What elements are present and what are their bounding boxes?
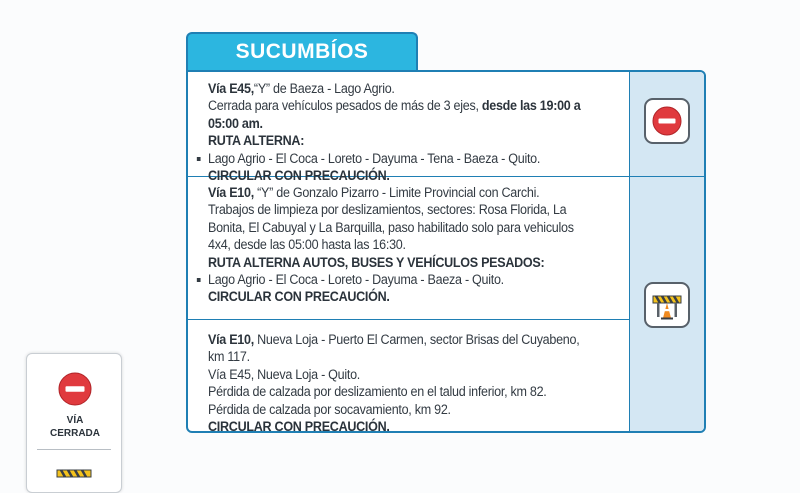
road-entry-1-alt-heading xyxy=(208,132,599,149)
road-entry-2-alt-heading-text: RUTA ALTERNA AUTOS, BUSES Y VEHÍCULOS PESADOS: xyxy=(208,254,545,270)
road-entry-3-line-2: Vía E45, Nueva Loja - Quito. xyxy=(208,366,361,382)
road-entry-2-text xyxy=(208,184,599,306)
road-entry-1-segment: “Y” de Baeza - Lago Agrio. xyxy=(253,81,395,96)
road-entry-1 xyxy=(188,72,629,184)
road-entry-1-caution-text: CIRCULAR CON PRECAUCIÓN. xyxy=(208,168,390,184)
road-works-barrier-icon xyxy=(651,289,683,321)
road-works-icon-box xyxy=(644,282,690,328)
legend-road-works-icon xyxy=(55,464,93,492)
road-entry-2-alt-heading xyxy=(208,254,599,271)
road-entry-1-detail-text: Cerrada para vehículos pesados de más de 3 ejes, xyxy=(208,98,482,114)
legend-no-entry-icon xyxy=(58,372,92,406)
road-entry-1-text xyxy=(208,80,599,184)
road-entry-3-caution xyxy=(208,418,599,433)
province-title-tab xyxy=(186,32,418,70)
road-entry-1-detail xyxy=(208,97,599,132)
road-entry-3-caution-text: CIRCULAR CON PRECAUCIÓN. xyxy=(208,419,390,433)
road-status-card xyxy=(186,70,706,433)
road-entry-3-road-line xyxy=(208,331,599,366)
road-entry-3-line-4: Pérdida de calzada por socavamiento, km 92. xyxy=(208,401,451,417)
road-entry-2-road-line xyxy=(208,184,599,201)
road-entry-3-road: Vía E10, xyxy=(208,332,254,347)
road-entry-3-segment: Nueva Loja - Puerto El Carmen, sector Brisas del Cuyabeno, km 117. xyxy=(208,332,580,365)
road-entry-3-text xyxy=(208,331,599,433)
road-entry-2-alt-route: Lago Agrio - El Coca - Loreto - Dayuma - Baeza - Quito. xyxy=(208,271,599,288)
road-entry-1-road: Vía E45, xyxy=(208,81,254,96)
legend-closed-label: VÍA CERRADA xyxy=(50,415,100,439)
road-entry-2-caution xyxy=(208,288,599,305)
closed-road-icon-box xyxy=(644,98,690,144)
road-entry-3-line-3: Pérdida de calzada por deslizamiento en el talud inferior, km 82. xyxy=(208,384,547,400)
road-entry-2 xyxy=(188,176,629,320)
no-entry-icon xyxy=(652,106,682,136)
road-entry-3 xyxy=(188,319,629,433)
road-entry-2-road: Vía E10, xyxy=(208,185,254,200)
road-entry-1-alt-heading-text: RUTA ALTERNA: xyxy=(208,133,305,149)
road-entry-1-detail-hours: desde las 19:00 a 05:00 am. xyxy=(208,98,581,131)
province-title: SUCUMBÍOS xyxy=(235,40,369,63)
icon-column-divider xyxy=(629,176,706,177)
road-entry-2-detail: Trabajos de limpieza por deslizamientos, sectores: Rosa Florida, La Bonita, El Cabuyal y La Barquilla, paso habilitado solo para vehiculos 4x4, desde las 05:00 hasta las 16:30. xyxy=(208,202,574,253)
road-entry-2-segment: “Y” de Gonzalo Pizarro - Limite Provincial con Carchi. xyxy=(253,185,540,200)
road-entry-1-alt-route: Lago Agrio - El Coca - Loreto - Dayuma - Tena - Baeza - Quito. xyxy=(208,150,599,167)
road-entry-2-caution-text: CIRCULAR CON PRECAUCIÓN. xyxy=(208,289,390,305)
legend-divider xyxy=(37,449,111,450)
legend-panel xyxy=(26,353,122,493)
road-entry-1-road-line xyxy=(208,80,599,97)
